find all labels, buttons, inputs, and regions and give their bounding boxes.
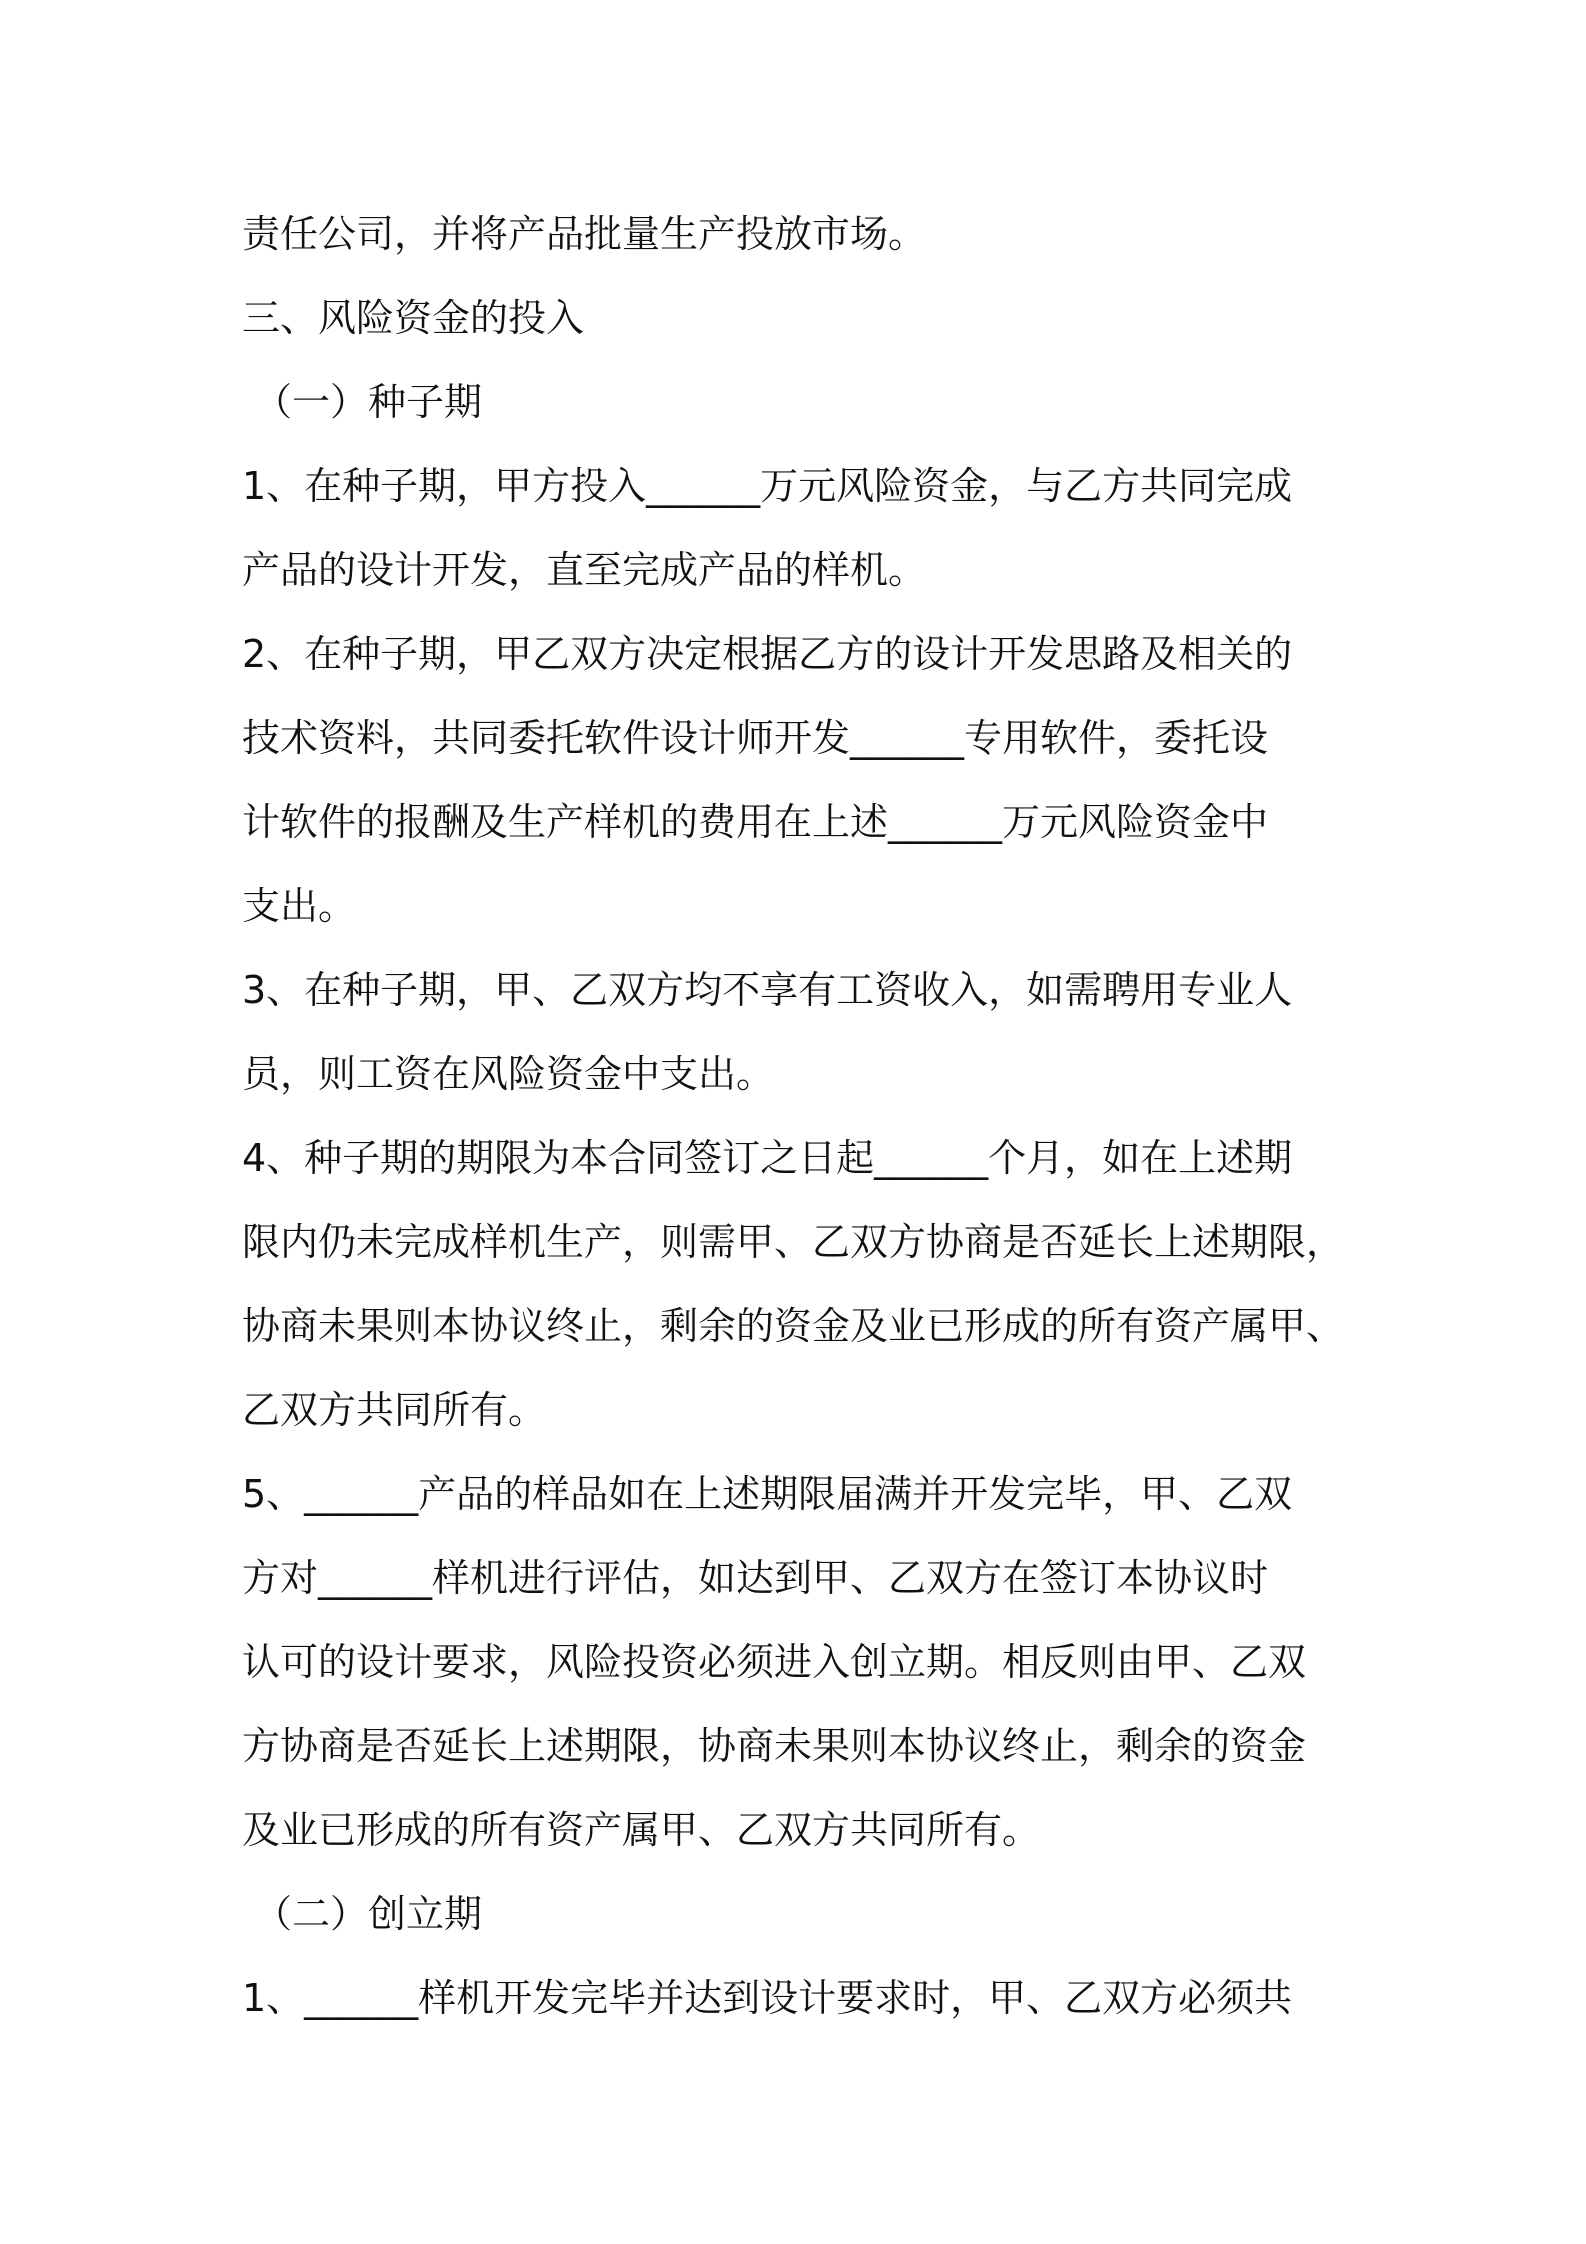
body-line: 认可的设计要求，风险投资必须进入创立期。相反则由甲、乙双: [242, 1640, 1307, 1684]
body-line: 方对______样机进行评估，如达到甲、乙双方在签订本协议时: [242, 1556, 1269, 1600]
subsection-heading: （二）创立期: [254, 1892, 483, 1936]
body-line: 乙双方共同所有。: [242, 1388, 547, 1432]
body-line: 及业已形成的所有资产属甲、乙双方共同所有。: [242, 1808, 1041, 1852]
body-line: 支出。: [242, 884, 357, 928]
body-line: 限内仍未完成样机生产，则需甲、乙双方协商是否延长上述期限，: [242, 1220, 1345, 1264]
body-line: 技术资料，共同委托软件设计师开发______专用软件，委托设: [242, 716, 1269, 760]
body-line: 协商未果则本协议终止，剩余的资金及业已形成的所有资产属甲、: [242, 1304, 1345, 1348]
body-line: 1、在种子期，甲方投入______万元风险资金，与乙方共同完成: [242, 464, 1293, 508]
body-line: 方协商是否延长上述期限，协商未果则本协议终止，剩余的资金: [242, 1724, 1307, 1768]
body-line: 2、在种子期，甲乙双方决定根据乙方的设计开发思路及相关的: [242, 632, 1293, 676]
body-line: 5、______产品的样品如在上述期限届满并开发完毕，甲、乙双: [242, 1472, 1293, 1516]
body-line: 产品的设计开发，直至完成产品的样机。: [242, 548, 927, 592]
subsection-heading: （一）种子期: [254, 380, 483, 424]
body-line: 责任公司，并将产品批量生产投放市场。: [242, 212, 927, 256]
body-line: 计软件的报酬及生产样机的费用在上述______万元风险资金中: [242, 800, 1269, 844]
body-line: 1、______样机开发完毕并达到设计要求时，甲、乙双方必须共: [242, 1976, 1293, 2020]
body-line: 4、种子期的期限为本合同签订之日起______个月，如在上述期: [242, 1136, 1293, 1180]
body-line: 3、在种子期，甲、乙双方均不享有工资收入，如需聘用专业人: [242, 968, 1293, 1012]
document-body: [242, 192, 1362, 2040]
body-line: 员，则工资在风险资金中支出。: [242, 1052, 775, 1096]
section-heading: 三、风险资金的投入: [242, 296, 585, 340]
